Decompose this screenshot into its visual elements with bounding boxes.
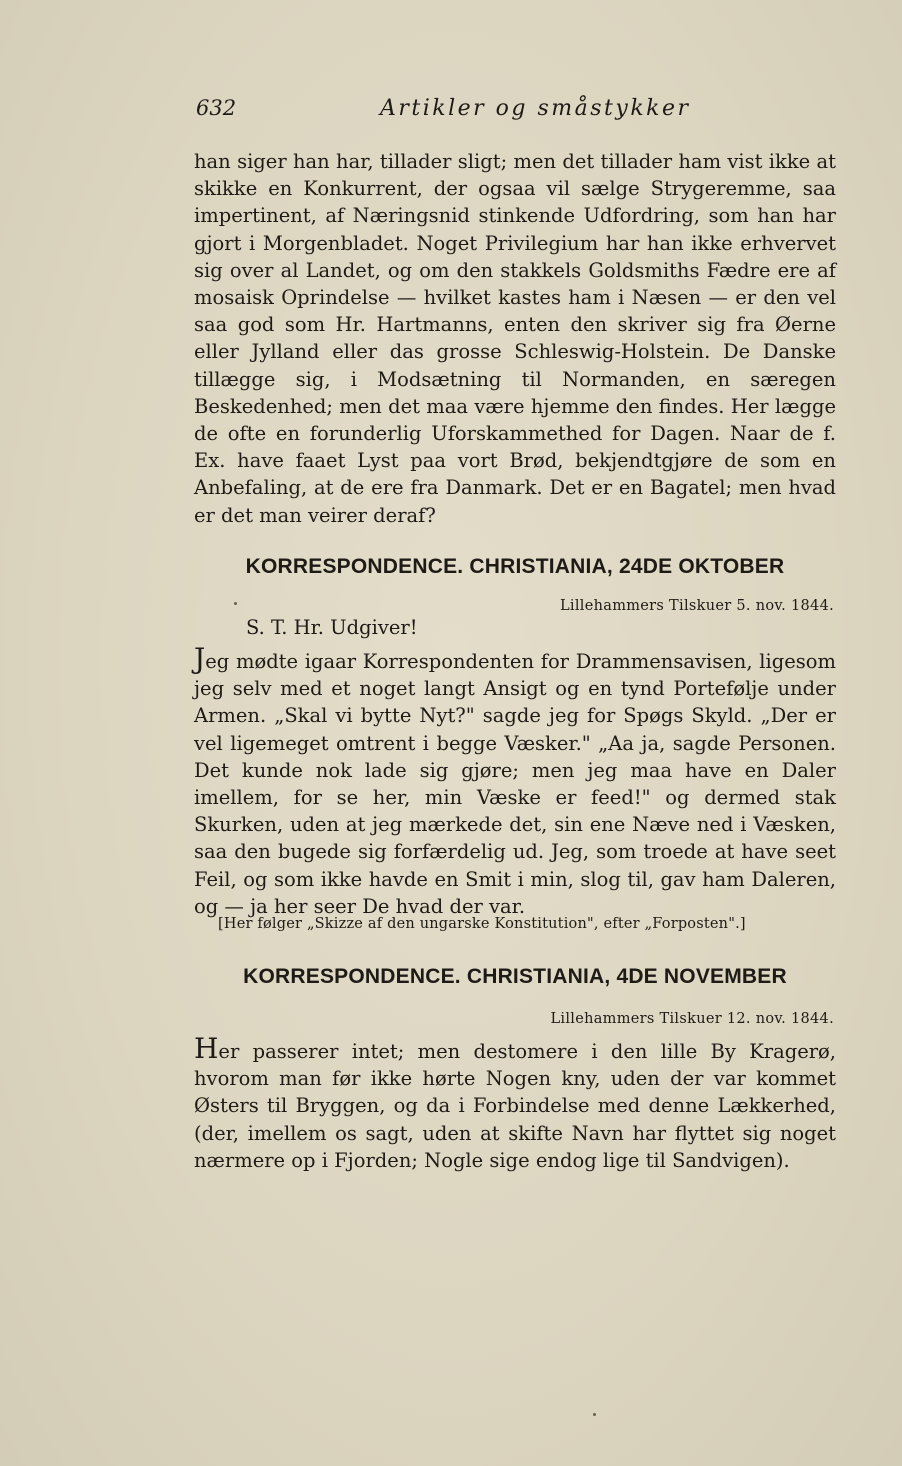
salutation: S. T. Hr. Udgiver! (246, 616, 418, 639)
letter-body (194, 642, 836, 920)
page-header (196, 96, 836, 130)
initial-letter: J (194, 642, 206, 675)
letter-text: eg mødte igaar Korrespondenten for Drammensavisen, ligesom jeg selv med et noget langt Ansigt og en tynd Portefølje under Armen. „Skal vi bytte Nyt?" sagde jeg for Spøgs Skyld. „Der er vel ligemeget omtrent i begge Væsker." „Aa ja, sagde Personen. Det kunde nok lade sig gjøre; men jeg maa have en Daler imellem, for se her, min Væske er feed!" og dermed stak Skurken, uden at jeg mærkede det, sin ene Næve ned i Væsken, saa den bugede sig forfærdelig ud. Jeg, som troede at have seet Feil, og som ikke havde en Smit i min, slog til, gav ham Daleren, og — ja her seer De hvad der var. (194, 650, 836, 918)
editorial-note: [Her følger „Skizze af den ungarske Konstitution", efter „Forposten".] (218, 916, 746, 932)
source-citation: Lillehammers Tilskuer 12. nov. 1844. (550, 1011, 834, 1027)
paragraph-continuation: han siger han har, tillader sligt; men det tillader ham vist ikke at skikke en Konkurrent, der ogsaa vil sælge Strygeremme, saa impertinent, af Næringsnid stinkende Udfordring, som han har gjort i Morgenbladet. Noget Privilegium har han ikke erhvervet sig over al Landet, og om den stakkels Goldsmiths Fædre ere af mosaisk Oprindelse — hvilket kastes ham i Næsen — er den vel saa god som Hr. Hartmanns, enten den skriver sig fra Øerne eller Jylland eller das grosse Schleswig-Holstein. De Danske tillægge sig, i Modsætning til Normanden, en særegen Beskedenhed; men det maa være hjemme den findes. Her lægge de ofte en forunderlig Uforskammethed for Dagen. Naar de f. Ex. have faaet Lyst paa vort Brød, bekjendtgjøre de som en Anbefaling, at de ere fra Danmark. Det er en Bagatel; men hvad er det man veirer deraf? (194, 150, 836, 527)
running-title: Artikler og småstykker (380, 96, 691, 121)
section-heading-4-november: KORRESPONDENCE. CHRISTIANIA, 4DE NOVEMBER (243, 965, 787, 988)
initial-letter: H (194, 1032, 219, 1065)
page-number: 632 (196, 96, 237, 120)
correspondence-body (194, 1032, 836, 1174)
paper-speck (234, 602, 237, 605)
correspondence-text: er passerer intet; men destomere i den lille By Kragerø, hvorom man før ikke hørte Nogen kny, uden der var kommet Østers til Bryggen, og da i Forbindelse med denne Lækkerhed, (der, imellem os sagt, uden at skifte Navn har flyttet sig noget nærmere op i Fjorden; Nogle sige endog lige til Sandvigen). (194, 1040, 836, 1172)
section-heading-24-october: KORRESPONDENCE. CHRISTIANIA, 24DE OKTOBER (245, 555, 785, 578)
paper-speck (593, 1413, 596, 1416)
source-citation: Lillehammers Tilskuer 5. nov. 1844. (559, 598, 834, 614)
